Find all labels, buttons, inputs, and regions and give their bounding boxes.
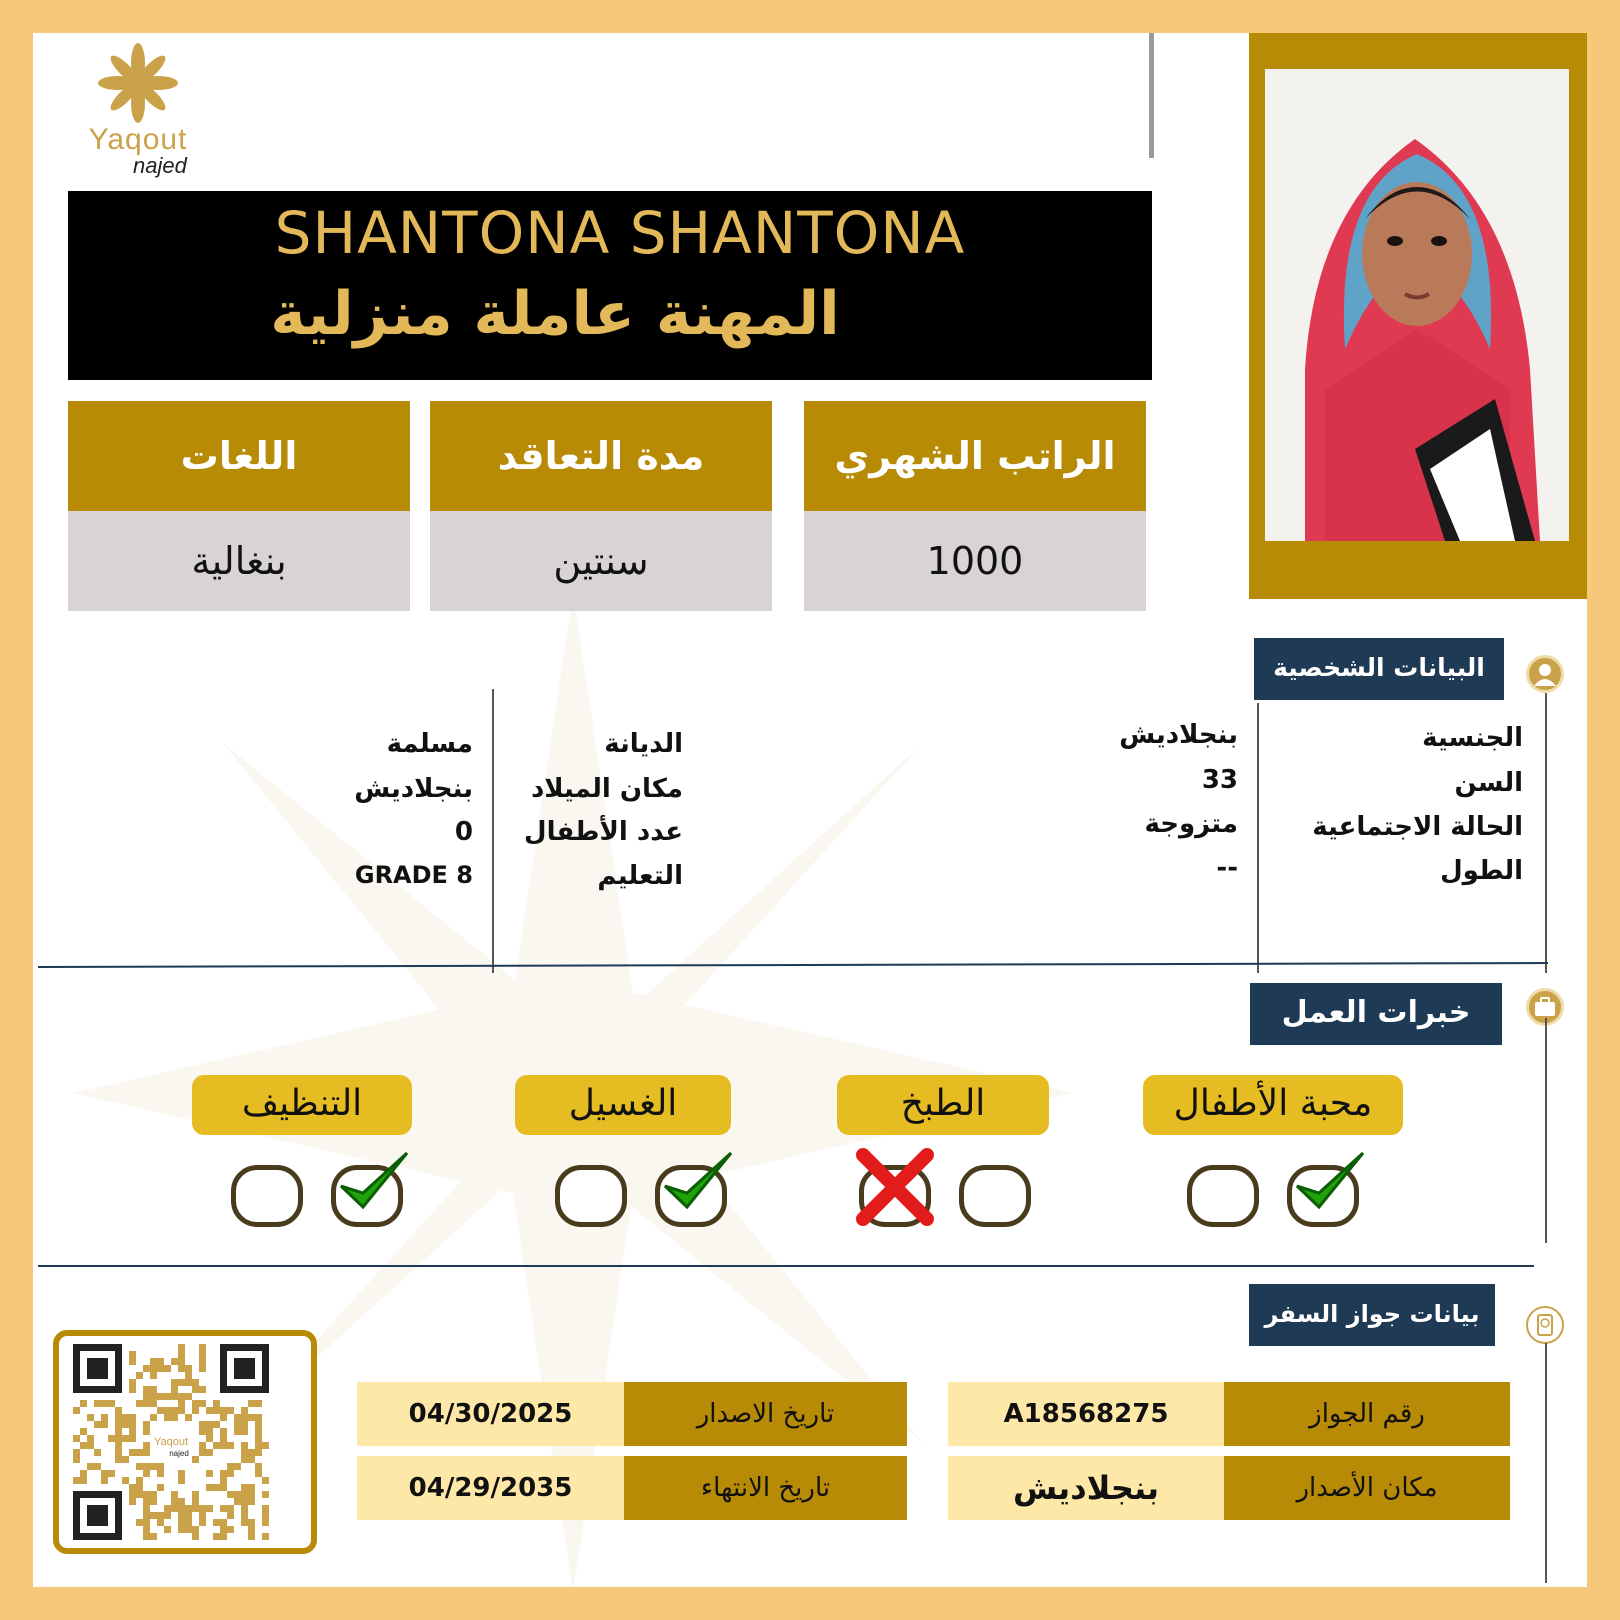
qr-code-image — [59, 1336, 311, 1548]
education-label: التعليم — [597, 861, 683, 891]
passport-timeline-line — [1545, 1343, 1547, 1583]
section-divider-2 — [38, 1265, 1534, 1267]
religion-label: الديانة — [604, 729, 683, 759]
marital-value: متزوجة — [1144, 809, 1238, 839]
religion-value: مسلمة — [386, 729, 473, 759]
age-label: السن — [1454, 768, 1523, 798]
candidate-profession: المهنة عاملة منزلية — [270, 279, 840, 349]
age-value: 33 — [1201, 765, 1238, 795]
washing-no-box[interactable] — [555, 1165, 627, 1227]
contract-card — [430, 401, 772, 611]
nationality-label: الجنسية — [1422, 723, 1523, 753]
skill-washing: الغسيل — [515, 1075, 731, 1135]
skill-cleaning: التنظيف — [192, 1075, 412, 1135]
issue-place-value: بنجلاديش — [948, 1456, 1224, 1520]
user-icon — [1526, 655, 1564, 693]
childcare-no-box[interactable] — [1187, 1165, 1259, 1227]
cross-icon — [853, 1145, 937, 1229]
expiry-date-value: 04/29/2035 — [357, 1456, 624, 1520]
experience-timeline-line — [1545, 1018, 1547, 1243]
languages-label: اللغات — [68, 401, 410, 511]
passport-number-value: A18568275 — [948, 1382, 1224, 1446]
passport-section-title: بيانات جواز السفر — [1249, 1284, 1495, 1346]
personal-section-title: البيانات الشخصية — [1254, 638, 1504, 700]
nationality-value: بنجلاديش — [1119, 720, 1238, 750]
logo-subtext: najed — [133, 153, 187, 178]
photo-frame — [1249, 33, 1587, 599]
contract-label: مدة التعاقد — [430, 401, 772, 511]
candidate-name: SHANTONA SHANTONA — [274, 199, 966, 267]
portrait-image — [1265, 69, 1569, 541]
top-divider — [1149, 33, 1154, 158]
cleaning-no-box[interactable] — [231, 1165, 303, 1227]
birthplace-label: مكان الميلاد — [530, 774, 683, 804]
salary-label: الراتب الشهري — [804, 401, 1146, 511]
children-label: عدد الأطفال — [524, 817, 683, 847]
passport-icon — [1526, 1306, 1564, 1344]
personal-timeline-line — [1545, 693, 1547, 973]
languages-card — [68, 401, 410, 611]
qr-logo-subtext: najed — [169, 1449, 189, 1458]
check-icon — [657, 1141, 737, 1221]
experience-section-title: خبرات العمل — [1250, 983, 1502, 1045]
personal-col-divider-left — [492, 689, 494, 973]
children-value: 0 — [454, 817, 473, 847]
languages-value: بنغالية — [68, 511, 410, 611]
check-icon — [333, 1141, 413, 1221]
check-icon — [1289, 1141, 1369, 1221]
birthplace-value: بنجلاديش — [354, 774, 473, 804]
logo-text: Yaqout — [88, 123, 188, 156]
height-label: الطول — [1440, 856, 1523, 886]
brand-logo — [63, 43, 213, 183]
marital-label: الحالة الاجتماعية — [1312, 812, 1523, 842]
name-banner — [68, 191, 1152, 380]
height-value: -- — [1216, 853, 1238, 883]
cooking-yes-box[interactable] — [959, 1165, 1031, 1227]
issue-place-label: مكان الأصدار — [1224, 1456, 1510, 1520]
passport-number-label: رقم الجواز — [1224, 1382, 1510, 1446]
cv-card — [33, 33, 1587, 1587]
qr-logo-text: Yaqout — [153, 1436, 189, 1448]
issue-date-value: 04/30/2025 — [357, 1382, 624, 1446]
education-value: GRADE 8 — [354, 861, 473, 889]
qr-code[interactable] — [53, 1330, 317, 1554]
salary-value: 1000 — [804, 511, 1146, 611]
personal-col-divider-right — [1257, 703, 1259, 973]
salary-card — [804, 401, 1146, 611]
skill-childcare: محبة الأطفال — [1143, 1075, 1403, 1135]
issue-date-label: تاريخ الاصدار — [624, 1382, 907, 1446]
contract-value: سنتين — [430, 511, 772, 611]
skill-cooking: الطبخ — [837, 1075, 1049, 1135]
flower-logo-icon — [63, 43, 213, 123]
expiry-date-label: تاريخ الانتهاء — [624, 1456, 907, 1520]
candidate-photo — [1265, 69, 1569, 541]
